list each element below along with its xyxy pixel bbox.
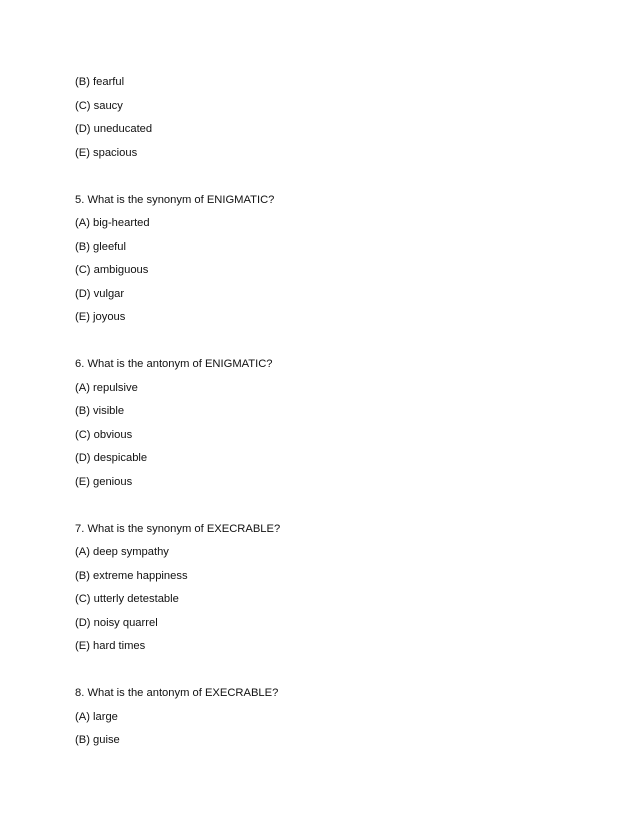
option: (C) ambiguous (75, 264, 149, 276)
option: (A) deep sympathy (75, 546, 169, 558)
option: (A) large (75, 710, 118, 723)
option: (D) uneducated (75, 123, 153, 135)
spacer (75, 494, 595, 518)
spacer (75, 659, 595, 683)
document-content (75, 71, 595, 753)
option: (B) visible (75, 405, 125, 417)
option: (C) saucy (75, 99, 123, 112)
question-7: 7. What is the synonym of EXECRABLE? (75, 522, 281, 535)
option: (E) spacious (75, 146, 138, 159)
option: (E) genious (75, 475, 133, 488)
option: (E) joyous (75, 311, 126, 323)
option: (D) despicable (75, 452, 148, 464)
option: (E) hard times (75, 640, 146, 652)
option: (A) repulsive (75, 381, 138, 394)
option: (B) gleeful (75, 240, 126, 253)
option: (C) utterly detestable (75, 593, 179, 605)
spacer (75, 165, 595, 189)
question-8: 8. What is the antonym of EXECRABLE? (75, 687, 279, 699)
option: (B) extreme happiness (75, 569, 188, 582)
option: (B) guise (75, 734, 120, 746)
question-5: 5. What is the synonym of ENIGMATIC? (75, 193, 275, 206)
option: (D) noisy quarrel (75, 616, 158, 629)
option: (B) fearful (75, 76, 125, 88)
option: (C) obvious (75, 428, 133, 441)
option: (A) big-hearted (75, 217, 150, 229)
option: (D) vulgar (75, 287, 125, 300)
question-6: 6. What is the antonym of ENIGMATIC? (75, 358, 273, 370)
spacer (75, 330, 595, 354)
